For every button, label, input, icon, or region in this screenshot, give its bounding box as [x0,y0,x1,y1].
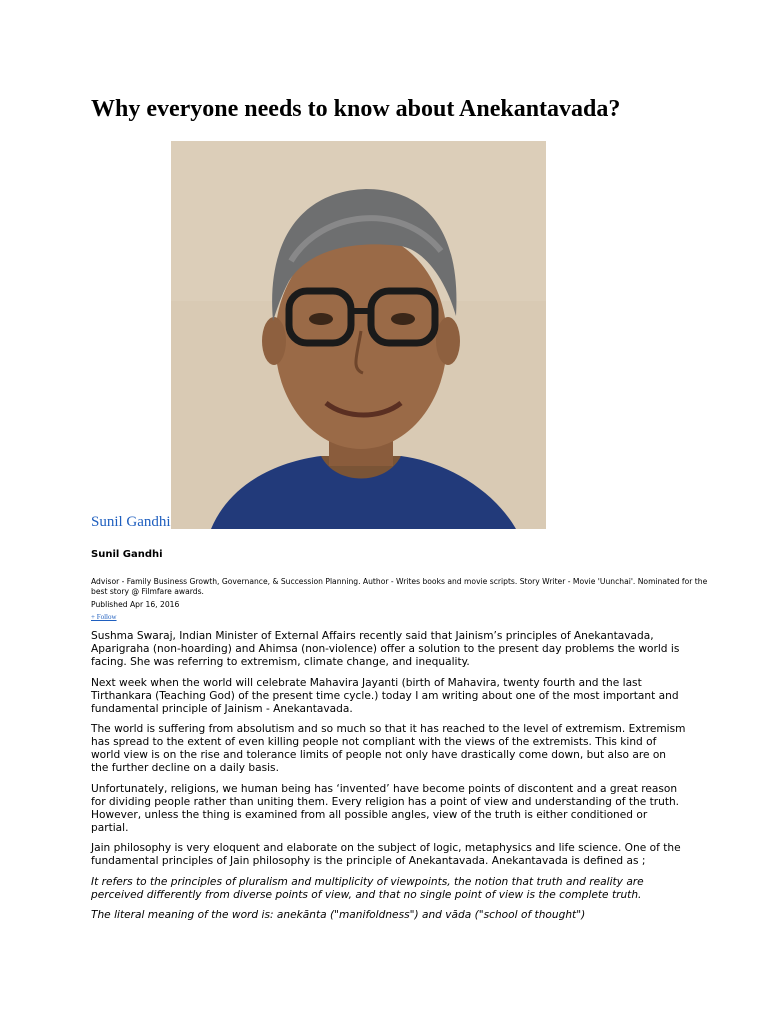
author-name: Sunil Gandhi [91,549,163,560]
paragraph: The world is suffering from absolutism and so much so that it has reached to the level of extremism. Extremism has spread to the extent of even killing people not compliant with the views of the extremists. This kind of world view is on the rise and tolerance limits of people not only have drastically come down, but also are on the further decline on a daily basis. [91,723,686,774]
author-bio: Advisor - Family Business Growth, Governance, & Succession Planning. Author - Writes books and movie scripts. Story Writer - Movie 'Uunchai'. Nominated for the best story @ Filmfare awards. [91,577,708,596]
paragraph: Sushma Swaraj, Indian Minister of External Affairs recently said that Jainism’s principles of Anekantavada, Aparigraha (non-hoarding) and Ahimsa (non-violence) offer a solution to the present day problems the world is facing. She was referring to extremism, climate change, and inequality. [91,630,680,668]
author-portrait [171,141,546,529]
follow-button[interactable]: + Follow [91,613,117,621]
paragraph: Unfortunately, religions, we human being has ‘invented’ have become points of discontent and a great reason for dividing people rather than uniting them. Every religion has a point of view and understanding of the truth. However, unless the thing is examined from all possible angles, view of the truth is either conditioned or partial. [91,782,680,834]
article-title: Why everyone needs to know about Anekantavada? [91,96,621,122]
literal-meaning-quote: The literal meaning of the word is: anekānta ("manifoldness") and vāda ("school of thought") [91,909,586,921]
definition-quote: It refers to the principles of pluralism and multiplicity of viewpoints, the notion that truth and reality are perceived differently from diverse points of view, and that no single point of view is the complete truth. [91,875,644,901]
article-body [91,630,686,930]
published-date: Published Apr 16, 2016 [91,600,180,609]
paragraph: Jain philosophy is very eloquent and elaborate on the subject of logic, metaphysics and life science. One of the fundamental principles of Jain philosophy is the principle of Anekantavada. Anekantavada is defined as ; [91,842,681,867]
paragraph: Next week when the world will celebrate Mahavira Jayanti (birth of Mahavira, twenty fourth and the last Tirthankara (Teaching God) of the present time cycle.) today I am writing about one of the most important and fundamental principle of Jainism - Anekantavada. [91,676,679,715]
author-link[interactable]: Sunil Gandhi [91,514,171,530]
